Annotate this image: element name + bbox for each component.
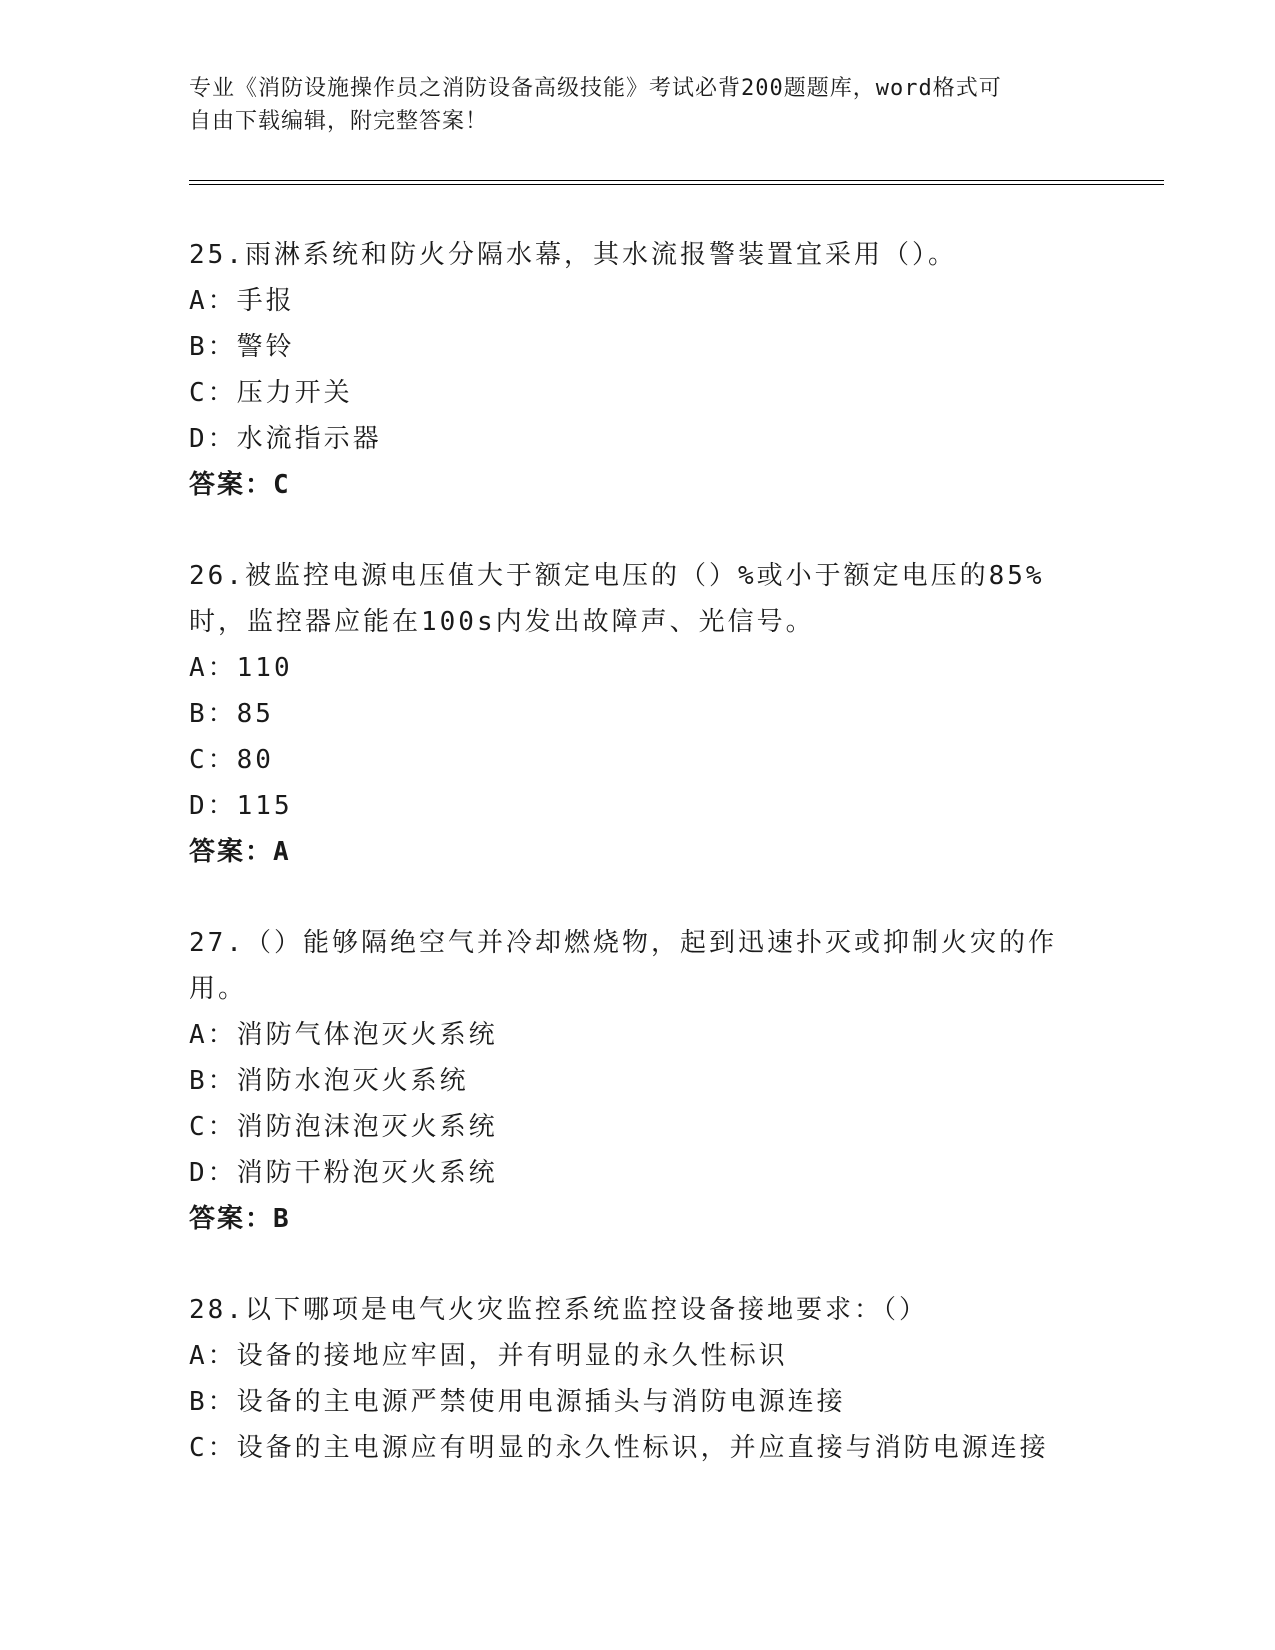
question-28 — [189, 1287, 1089, 1471]
option-d: D：115 — [189, 791, 293, 821]
question-text: 25.雨淋系统和防火分隔水幕，其水流报警装置宜采用（）。 — [189, 240, 957, 270]
document-intro — [189, 72, 1069, 138]
answer: 答案：A — [189, 837, 291, 867]
option-b: B：设备的主电源严禁使用电源插头与消防电源连接 — [189, 1387, 846, 1417]
option-d: D：消防干粉泡灭火系统 — [189, 1158, 498, 1188]
option-b: B：消防水泡灭火系统 — [189, 1066, 469, 1096]
question-26 — [189, 553, 1089, 875]
header-divider-bottom — [189, 184, 1164, 185]
option-c: C：压力开关 — [189, 378, 353, 408]
question-25 — [189, 232, 1089, 508]
header-divider-top — [189, 180, 1164, 181]
question-text: 27.（）能够隔绝空气并冷却燃烧物，起到迅速扑灭或抑制火灾的作用。 — [189, 928, 1057, 1004]
option-a: A：消防气体泡灭火系统 — [189, 1020, 498, 1050]
option-b: B：警铃 — [189, 332, 295, 362]
option-a: A：手报 — [189, 286, 295, 316]
option-c: C：80 — [189, 745, 274, 775]
answer: 答案：B — [189, 1204, 291, 1234]
option-b: B：85 — [189, 699, 274, 729]
option-a: A：设备的接地应牢固，并有明显的永久性标识 — [189, 1341, 788, 1371]
question-text: 28.以下哪项是电气火灾监控系统监控设备接地要求：（） — [189, 1295, 928, 1325]
intro-line-2: 自由下载编辑，附完整答案！ — [189, 109, 489, 134]
option-c: C：消防泡沫泡灭火系统 — [189, 1112, 498, 1142]
question-text: 26.被监控电源电压值大于额定电压的（）%或小于额定电压的85%时，监控器应能在100s内发出故障声、光信号。 — [189, 561, 1045, 637]
question-list — [189, 232, 1089, 1516]
option-a: A：110 — [189, 653, 293, 683]
intro-line-1: 专业《消防设施操作员之消防设备高级技能》考试必背200题题库，word格式可 — [189, 76, 1002, 101]
question-27 — [189, 920, 1089, 1242]
option-d: D：水流指示器 — [189, 424, 382, 454]
answer: 答案：C — [189, 470, 291, 500]
option-c: C：设备的主电源应有明显的永久性标识，并应直接与消防电源连接 — [189, 1433, 1049, 1463]
